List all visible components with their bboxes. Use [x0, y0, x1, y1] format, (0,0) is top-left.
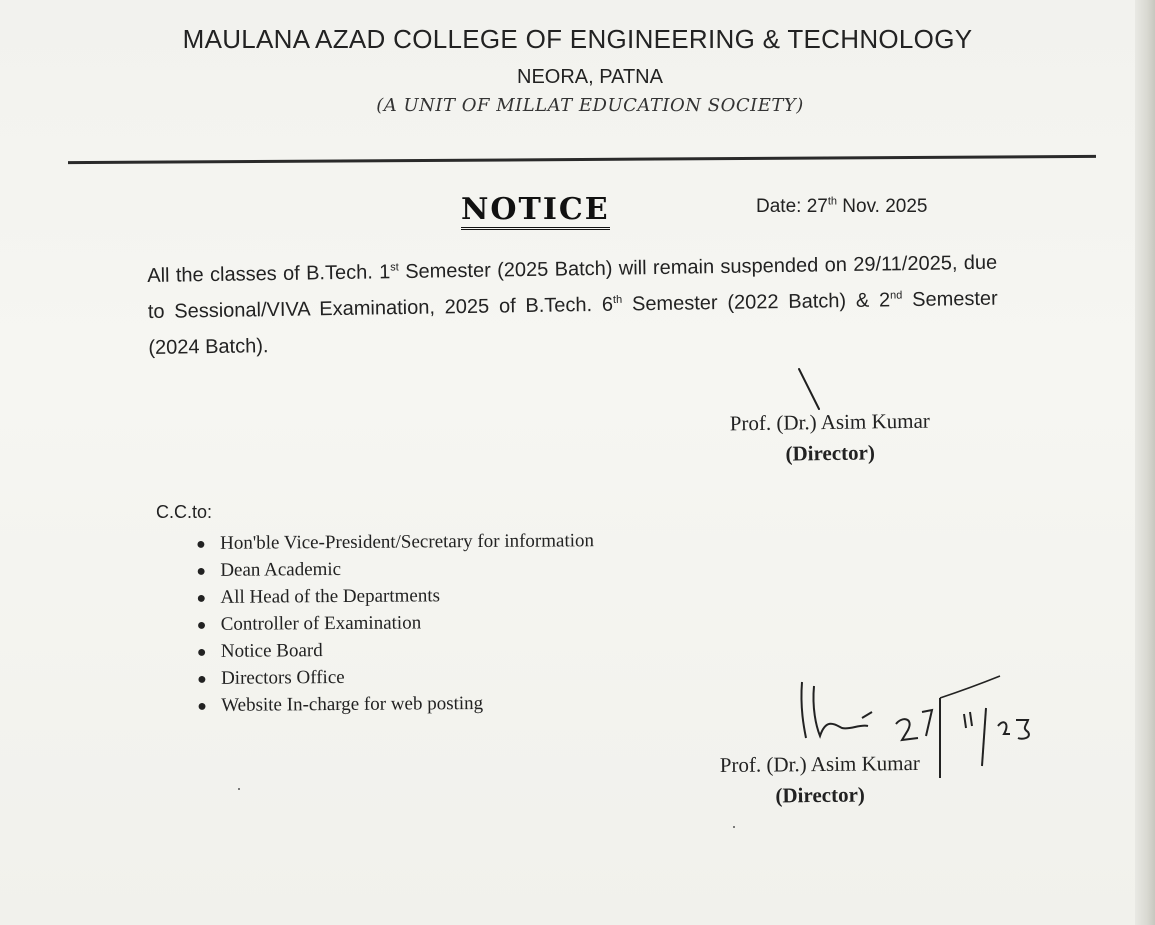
list-item: ● All Head of the Departments: [196, 585, 441, 608]
college-name: MAULANA AZAD COLLEGE OF ENGINEERING & TECHNOLOGY: [182, 24, 973, 54]
list-item: ● Directors Office: [196, 666, 345, 689]
cc-list: [196, 527, 595, 719]
notice-date: Date: 27th Nov. 2025: [756, 195, 928, 217]
college-unit-line: (A UNIT OF MILLAT EDUCATION SOCIETY): [376, 95, 804, 116]
notice-heading: NOTICE: [461, 194, 610, 230]
paper-edge-shadow: [1135, 0, 1155, 925]
list-item: ● Hon'ble Vice-President/Secretary for information: [196, 530, 595, 554]
list-item: ● Website In-charge for web posting: [197, 692, 484, 716]
signatory-role: (Director): [775, 782, 865, 808]
signatory-bottom: [690, 751, 951, 810]
list-item: ● Dean Academic: [196, 558, 342, 581]
signatory-name: Prof. (Dr.) Asim Kumar: [729, 408, 930, 436]
list-item: ● Controller of Examination: [196, 612, 422, 635]
signatory-top: [700, 408, 961, 468]
speck: [733, 826, 735, 828]
tick-mark-icon: [795, 365, 825, 415]
speck: [238, 788, 240, 790]
signatory-name: Prof. (Dr.) Asim Kumar: [719, 750, 920, 778]
signatory-role: (Director): [785, 440, 876, 466]
cc-label: C.C.to:: [156, 502, 213, 522]
list-item: ● Notice Board: [196, 640, 323, 662]
notice-body: All the classes of B.Tech. 1st Semester (2025 Batch) will remain suspended on 29/11/2025, due to Sessional/VIVA Examination, 2025 of B.Tech. 6th Semester (2022 Batch) & 2nd Semester (2024 Batch).: [147, 251, 998, 359]
college-location: NEORA, PATNA: [517, 66, 663, 88]
